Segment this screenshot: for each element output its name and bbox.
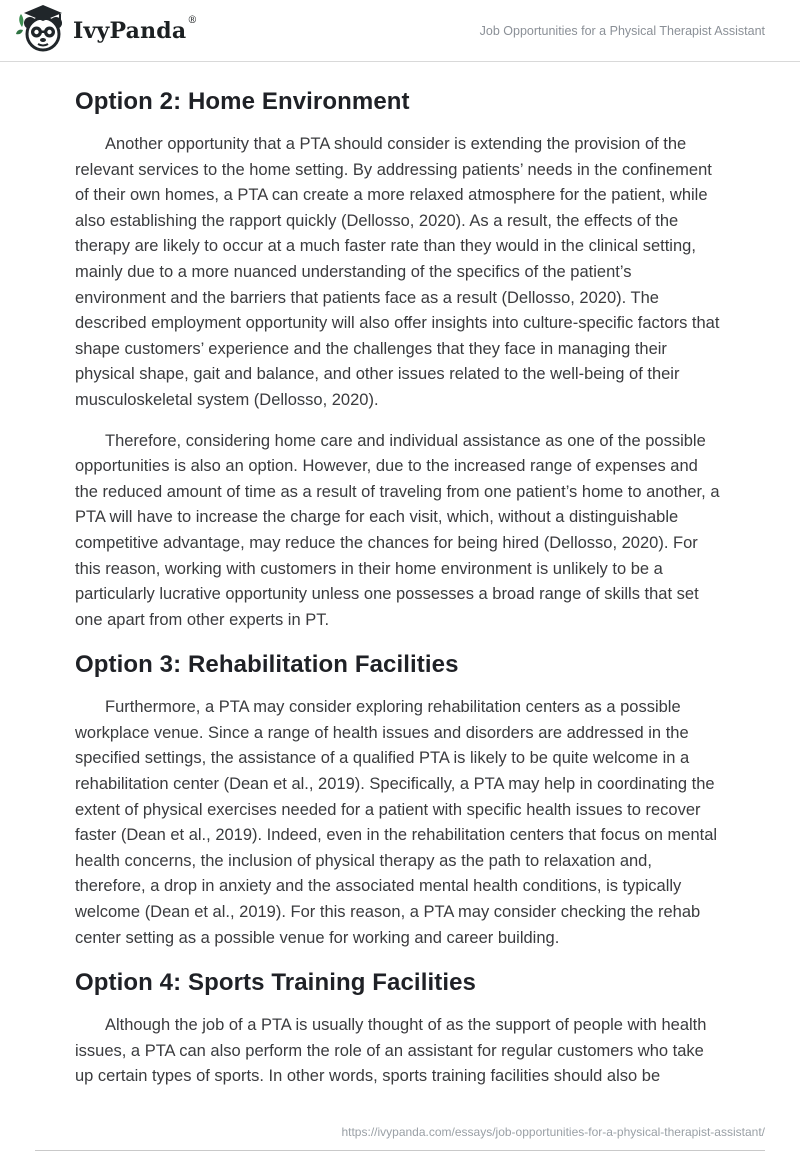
section-heading-option-4: Option 4: Sports Training Facilities [75, 969, 476, 997]
section-heading-option-2: Option 2: Home Environment [75, 88, 410, 115]
registered-mark: ® [187, 15, 198, 27]
ivypanda-panda-icon [16, 3, 64, 58]
document-body [0, 62, 800, 1090]
section-heading-option-3: Option 3: Rehabilitation Facilities [75, 651, 459, 679]
paragraph: Furthermore, a PTA may consider exploring rehabilitation centers as a possible workplace venue. Since a range of health issues and disorders are addressed in the specified settings, the assistance of a qualified PTA is likely to be quite welcome in a rehabilitation center (Dean et al., 2019). Specifically, a PTA may help in coordinating the extent of physical exercises needed for a patient with specific health issues to recover faster (Dean et al., 2019). Indeed, even in the rehabilitation centers that focus on mental health concerns, the inclusion of physical therapy as the path to relaxation and, therefore, a drop in anxiety and the associated mental health conditions, is typically welcome (Dean et al., 2019). For this reason, a PTA may consider checking the rehab center setting as a possible venue for working and career building. [75, 698, 718, 947]
paragraph: Therefore, considering home care and individual assistance as one of the possible opportunities is also an option. However, due to the increased range of expenses and the reduced amount of time as a result of traveling from one patient’s home to another, a PTA will have to increase the charge for each visit, which, without a distinguishable competitive advantage, may reduce the chances for being hired (Dellosso, 2020). For this reason, working with customers in their home environment is unlikely to be a particularly lucrative opportunity unless one possesses a broad range of skills that set one apart from other experts in PT. [75, 431, 720, 629]
ivypanda-logo [16, 3, 197, 58]
brand-wordmark [73, 15, 198, 44]
document-title: Job Opportunities for a Physical Therapist Assistant [479, 23, 765, 38]
page-header [0, 0, 800, 62]
footer-divider [35, 1150, 765, 1151]
paragraph: Although the job of a PTA is usually thought of as the support of people with health issues, a PTA can also perform the role of an assistant for regular customers who take up certain types of sports. In other words, sports training facilities should also be [75, 1016, 707, 1086]
paragraph: Another opportunity that a PTA should consider is extending the provision of the relevant services to the home setting. By addressing patients’ needs in the confinement of their own homes, a PTA can create a more relaxed atmosphere for the patient, while also establishing the rapport quickly (Dellosso, 2020). As a result, the effects of the therapy are likely to occur at a much faster rate than they would in the clinical setting, mainly due to a more nuanced understanding of the specifics of the patient’s environment and the barriers that patients face as a result (Dellosso, 2020). The described employment opportunity will also offer insights into culture-specific factors that shape customers’ experience and the challenges that they face in managing their physical shape, gait and balance, and other issues related to the well-being of their musculoskeletal system (Dellosso, 2020). [75, 135, 720, 409]
brand-name: IvyPanda [73, 17, 187, 44]
source-url-link[interactable]: https://ivypanda.com/essays/job-opportunities-for-a-physical-therapist-assistant/ [341, 1125, 765, 1139]
